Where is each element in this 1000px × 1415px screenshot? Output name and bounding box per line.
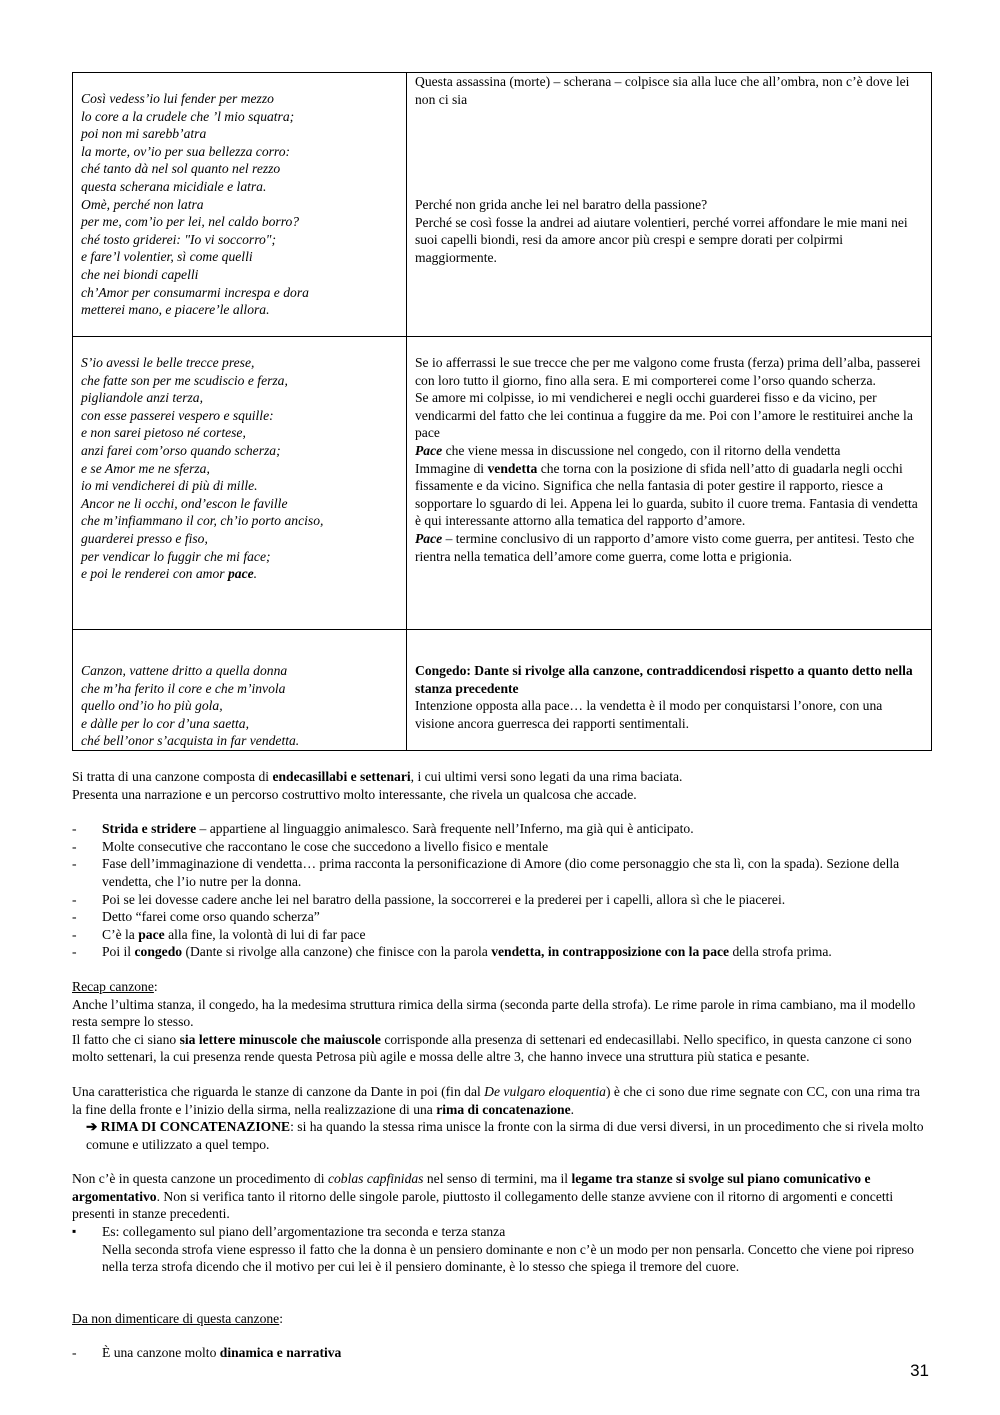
poem-line: poi non mi sarebb’atra (81, 126, 207, 142)
commentary-heading: Congedo: Dante si rivolge alla canzone, contraddicendosi rispetto a quanto detto nella stanza precedente (415, 663, 913, 696)
commentary-cell (407, 73, 932, 337)
commentary-text: Perché se così fosse la andrei ad aiutare volentieri, perché vorrei affondare le mie mani nei suoi capelli biondi, resi da amore ancor più crespi e sempre dorati per colpirmi maggiormente. (415, 214, 908, 265)
poem-line: Ancor ne li occhi, ond’escon le faville (81, 495, 288, 511)
list-item: - Strida e stridere – appartiene al linguaggio animalesco. Sarà frequente nell’Inferno, ma già qui è anticipato. (72, 820, 930, 838)
example-list (72, 1223, 930, 1276)
poem-line: pigliandole anzi terza, (81, 390, 203, 406)
commentary-cell (407, 337, 932, 630)
poem-cell (73, 337, 407, 630)
poem-line: per vendicar lo fuggir che mi face; (81, 548, 271, 564)
poem-commentary-table (72, 72, 932, 751)
list-item: ▪ Es: collegamento sul piano dell’argomentazione tra seconda e terza stanza Nella seconda strofa viene espresso il fatto che la donna è un pensiero dominante e non c’è un modo per non pensarla. Concetto che viene poi ripreso nella terza strofa dicendo che il motivo per cui lei è il pensiero dominante, è lo stesso che spiega il tremore del cuore. (72, 1223, 930, 1276)
paragraph: Anche l’ultima stanza, il congedo, ha la medesima struttura rimica della sirma (seconda parte della strofa). Le rime parole in rima cambiano, ma il modello resta sempre lo stesso. (72, 996, 916, 1030)
commentary-text: Perché non grida anche lei nel baratro della passione? (415, 197, 708, 213)
poem-line: questa scherana micidiale e latra. (81, 178, 267, 194)
intro-line: Si tratta di una canzone composta di endecasillabi e settenari, i cui ultimi versi sono legati da una rima baciata. (72, 769, 683, 784)
list-item: - Detto “farei come orso quando scherza” (72, 908, 930, 926)
poem-line: lo core a la crudele che ’l mio squatra; (81, 108, 295, 124)
poem-line: Canzon, vattene dritto a quella donna (81, 663, 288, 678)
poem-line: ch’Amor per consumarmi increspa e dora (81, 284, 309, 300)
paragraph: Una caratteristica che riguarda le stanze di canzone da Dante in poi (fin dal De vulgaro eloquentia) è che ci sono due rime segnate con CC, con una rima tra la fine della fronte e l’inizio della sirma, nella realizzazione di una rima di concatenazione. (72, 1083, 921, 1117)
paragraph: Non c’è in questa canzone un procedimento di coblas capfinidas nel senso di termini, ma il legame tra stanze si svolge sul piano comunicativo e argomentativo. Non si verifica tanto il ritorno delle singole parole, piuttosto il collegamento delle stanze avviene con il ritorno di argomenti e concetti presenti in stanze precedenti. (72, 1171, 894, 1222)
poem-line: quello ond’io ho più gola, (81, 698, 223, 714)
intro-line: Presenta una narrazione e un percorso costruttivo molto interessante, che rivela un qualcosa che accade. (72, 786, 637, 802)
table-row (73, 630, 932, 751)
notes-list (72, 820, 930, 961)
commentary-cell (407, 630, 932, 751)
poem-line: S’io avessi le belle trecce prese, (81, 355, 255, 370)
poem-line: metterei mano, e piacere’le allora. (81, 302, 270, 318)
page-number: 31 (910, 1361, 929, 1380)
list-item: - C’è la pace alla fine, la volontà di lui di far pace (72, 926, 930, 944)
poem-line: con esse passerei vespero e squille: (81, 407, 274, 423)
remember-section (72, 1310, 930, 1362)
poem-line: e fare’l volentier, sì come quelli (81, 249, 253, 265)
poem-line: la morte, ov’io per sua bellezza corro: (81, 143, 291, 159)
list-item: - Fase dell’immaginazione di vendetta… prima racconta la personificazione di Amore (dio come personaggio che sta lì, con la spada). Sezione della vendetta, che l’io nutre per la donna. (72, 855, 930, 890)
section-title: Da non dimenticare di questa canzone: (72, 1310, 283, 1326)
poem-line: e se Amor me ne sferza, (81, 460, 210, 476)
concatenation-section (72, 1083, 930, 1153)
recap-section (72, 978, 930, 1066)
poem-line: io mi vendicherei di più di mille. (81, 478, 258, 494)
poem-line: ché tosto griderei: "Io vi soccorro"; (81, 231, 277, 247)
table-row (73, 73, 932, 337)
poem-line: che fatte son per me scudiscio e ferza, (81, 372, 288, 388)
poem-cell (73, 73, 407, 337)
intro-section (72, 768, 930, 803)
commentary-text: Intenzione opposta alla pace… la vendetta è il modo per conquistarsi l’onore, con una visione ancora guerresca dei rapporti sentimentali. (415, 698, 883, 731)
poem-line: guarderei presso e fiso, (81, 530, 208, 546)
document-page (72, 72, 930, 1362)
commentary-text: Pace – termine conclusivo di un rapporto d’amore visto come guerra, per antitesi. Testo che rientra nella tematica dell’amore come guerra, come lotta e prigionia. (415, 530, 915, 564)
poem-line: Così vedess’io lui fender per mezzo (81, 91, 274, 106)
poem-congedo (81, 662, 398, 750)
poem-line: e dàlle per lo cor d’una saetta, (81, 715, 250, 731)
arrow-icon: ➔ (86, 1119, 98, 1135)
poem-stanza-2 (81, 354, 398, 565)
poem-line: che nei biondi capelli (81, 266, 199, 282)
remember-list (72, 1344, 930, 1362)
commentary-text: Pace che viene messa in discussione nel congedo, con il ritorno della vendetta (415, 442, 841, 458)
poem-cell (73, 630, 407, 751)
list-item: - Poi il congedo (Dante si rivolge alla canzone) che finisce con la parola vendetta, in contrapposizione con la pace della strofa prima. (72, 943, 930, 961)
poem-line: e poi le renderei con amor pace. (81, 566, 258, 582)
poem-line: ché tanto dà nel sol quanto nel rezzo (81, 161, 281, 177)
coblas-section (72, 1170, 930, 1276)
poem-line: ché bell’onor s’acquista in far vendetta. (81, 733, 300, 749)
poem-line: che m’infiammano il cor, ch’io porto anciso, (81, 513, 324, 529)
poem-line: Omè, perché non latra (81, 196, 204, 212)
commentary-text: Questa assassina (morte) – scherana – colpisce sia alla luce che all’ombra, non c’è dove lei non ci sia (415, 74, 910, 107)
poem-line: e non sarei pietoso né cortese, (81, 425, 246, 441)
table-row (73, 337, 932, 630)
list-item: - Molte consecutive che raccontano le cose che succedono a livello fisico e mentale (72, 838, 930, 856)
poem-line: anzi farei com’orso quando scherza; (81, 442, 281, 458)
list-item: - È una canzone molto dinamica e narrativa (72, 1344, 930, 1362)
definition: ➔ RIMA DI CONCATENAZIONE: si ha quando la stessa rima unisce la fronte con la sirma di due versi diversi, in un procedimento che si rivela molto comune e utilizzato a quel tempo. (86, 1119, 924, 1152)
paragraph: Il fatto che ci siano sia lettere minuscole che maiuscole corrisponde alla presenza di settenari ed endecasillabi. Nello specifico, in questa canzone ci sono molto settenari, la cui presenza rende questa Petrosa più agile e mossa delle altre 3, che hanno invece una struttura più statica e pesante. (72, 1031, 912, 1065)
section-title: Recap canzone: (72, 978, 158, 994)
commentary-text: Se io afferrassi le sue trecce che per me valgono come frusta (ferza) prima dell’alba, passerei con loro tutto il giorno, fino alla sera. E mi comporterei come l’orso quando scherza. (415, 355, 921, 388)
commentary-text: Immagine di vendetta che torna con la posizione di sfida nell’atto di guadarla negli occhi fissamente e da vicino. Significa che nella fantasia di poter gestire il rapporto, riesce a sopportare lo sguardo di lei. Appena lei lo guarda, subito il cuore trema. Fantasia di vendetta è qui interessante attorno alla tematica del rapporto d’amore. (415, 460, 918, 529)
bold-word: pace (227, 566, 254, 582)
commentary-text: Se amore mi colpisse, io mi vendicherei e negli occhi guarderei fisso e da vicino, per vendicarmi del fatto che lei continua a fuggire da me. Poi con l’amore le restituirei anche la pace (415, 390, 913, 441)
poem-line: per me, com’io per lei, nel caldo borro? (81, 214, 300, 230)
poem-stanza-1 (81, 90, 398, 319)
list-item: - Poi se lei dovesse cadere anche lei nel baratro della passione, la soccorrerei e la prederei per i capelli, allora sì che le piacerei. (72, 891, 930, 909)
poem-line: che m’ha ferito il core e che m’invola (81, 680, 286, 696)
